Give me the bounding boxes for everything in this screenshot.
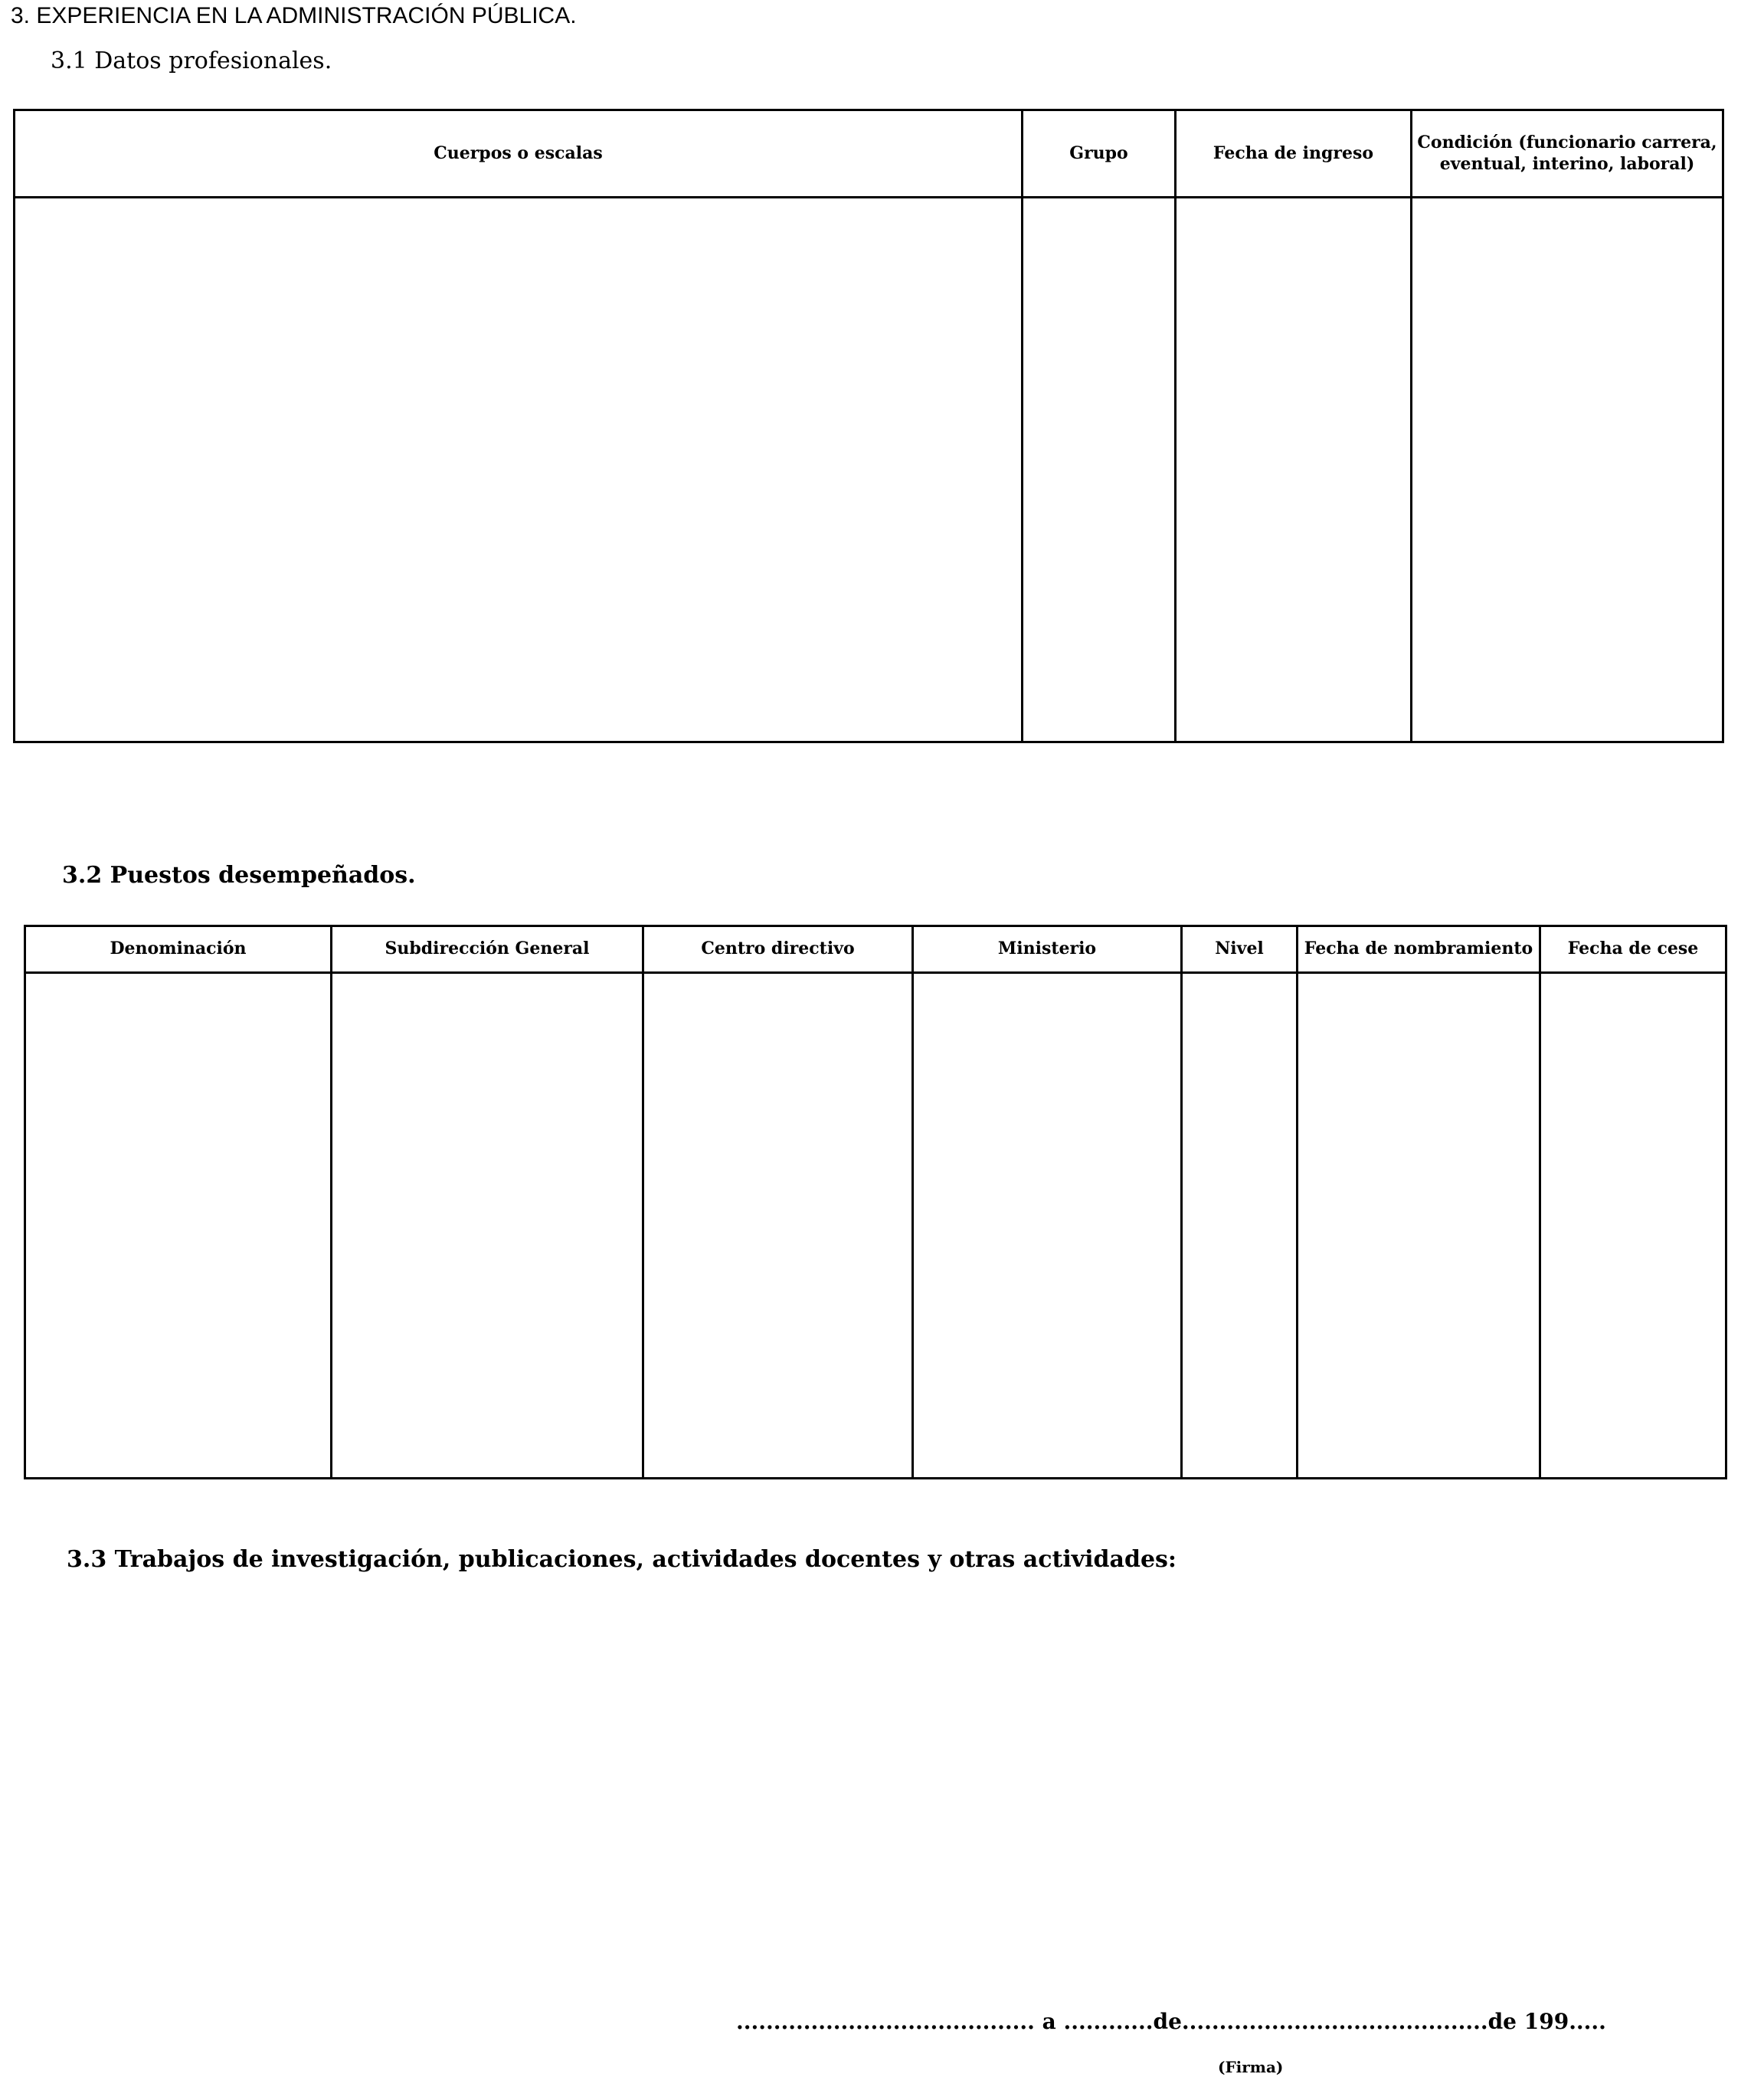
col-ministerio: Ministerio [913,926,1182,973]
signature-label: (Firma) [1218,2058,1284,2076]
col-subdireccion: Subdirección General [332,926,643,973]
col-denominacion: Denominación [25,926,332,973]
section-title: 3. EXPERIENCIA EN LA ADMINISTRACIÓN PÚBLICA. [11,3,577,28]
col-cuerpos: Cuerpos o escalas [15,110,1023,198]
cell-cuerpos[interactable] [15,198,1023,742]
cell-ministerio[interactable] [913,973,1182,1479]
cell-centro-directivo[interactable] [643,973,913,1479]
puestos-table [24,925,1727,1479]
col-grupo: Grupo [1023,110,1176,198]
cell-nivel[interactable] [1182,973,1298,1479]
cell-denominacion[interactable] [25,973,332,1479]
cell-subdireccion[interactable] [332,973,643,1479]
col-nivel: Nivel [1182,926,1298,973]
datos-profesionales-table [13,109,1724,743]
trabajos-title: 3.3 Trabajos de investigación, publicaciones, actividades docentes y otras actividades: [67,1546,1177,1573]
datos-profesionales-title: 3.1 Datos profesionales. [51,48,332,74]
col-centro-directivo: Centro directivo [643,926,913,973]
cell-fecha-nombramiento[interactable] [1298,973,1540,1479]
cell-fecha-cese[interactable] [1540,973,1726,1479]
col-condicion: Condición (funcionario carrera, eventual, interino, laboral) [1412,110,1723,198]
cell-fecha-ingreso[interactable] [1176,198,1412,742]
cell-grupo[interactable] [1023,198,1176,742]
col-fecha-nombramiento: Fecha de nombramiento [1298,926,1540,973]
col-fecha-ingreso: Fecha de ingreso [1176,110,1412,198]
col-fecha-cese: Fecha de cese [1540,926,1726,973]
signature-date-line[interactable]: ........................................ a ............de.........................................de 199..... [736,2009,1606,2034]
puestos-title: 3.2 Puestos desempeñados. [62,862,416,889]
cell-condicion[interactable] [1412,198,1723,742]
